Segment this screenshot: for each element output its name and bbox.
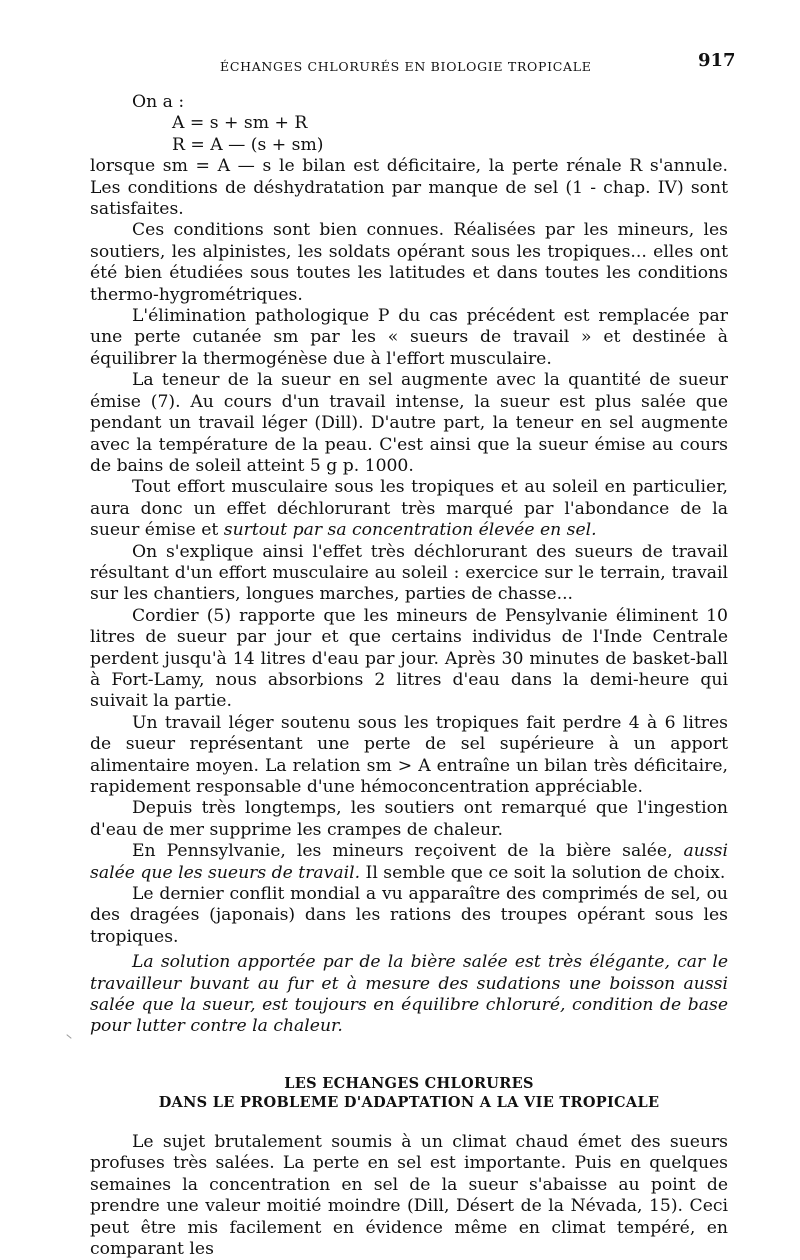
section-heading: [90, 1074, 728, 1112]
section-heading-line-2: DANS LE PROBLEME D'ADAPTATION A LA VIE TROPICALE: [158, 1093, 660, 1111]
paragraph: Depuis très longtemps, les soutiers ont remarqué que l'ingestion d'eau de mer supprime les crampes de chaleur.: [90, 798, 728, 840]
paragraph: lorsque sm = A — s le bilan est déficitaire, la perte rénale R s'annule. Les conditions de déshydratation par manque de sel (1 - chap. IV) sont satisfaites.: [90, 156, 728, 220]
paragraph: La teneur de la sueur en sel augmente avec la quantité de sueur émise (7). Au cours d'un travail intense, la sueur est plus salée que pendant un travail léger (Dill). D'autre part, la teneur en sel augmente avec la température de la peau. C'est ainsi que la sueur émise au cours de bains de soleil atteint 5 g p. 1000.: [90, 370, 728, 476]
italic-run: surtout par sa concentration élevée en sel.: [223, 520, 597, 541]
paragraph-pennsylvania: [90, 841, 728, 884]
paragraph: On s'explique ainsi l'effet très déchlorurant des sueurs de travail résultant d'un effort musculaire au soleil : exercice sur le terrain, travail sur les chantiers, longues marches, parties de chasse...: [90, 541, 728, 605]
paragraph-final: Le sujet brutalement soumis à un climat chaud émet des sueurs profuses très salées. La perte en sel est importante. Puis en quelques semaines la concentration en sel de la sueur s'abaisse au point de prendre une valeur moitié moindre (Dill, Désert de la Névada, 15). Ceci peut être mis facilement en évidence même en climat tempéré, en comparant les: [90, 1131, 728, 1259]
paragraph-effort: [90, 477, 728, 541]
body-text: [90, 92, 728, 1260]
running-title: ÉCHANGES CHLORURÉS EN BIOLOGIE TROPICALE: [220, 59, 592, 74]
text-run: Tout effort musculaire sous les tropiques et au soleil en particulier, aura donc un effet déchlorurant très marqué par l'abondance de la sueur émise et: [90, 477, 728, 541]
paragraph: Ces conditions sont bien connues. Réalisées par les mineurs, les soutiers, les alpinistes, les soldats opérant sous les tropiques... elles ont été bien étudiées sous toutes les latitudes et dans toutes les conditions thermo-hygrométriques.: [90, 220, 728, 305]
paragraph: Le dernier conflit mondial a vu apparaître des comprimés de sel, ou des dragées (japonais) dans les rations des troupes opérant sous les tropiques.: [90, 884, 728, 947]
paragraph: Un travail léger soutenu sous les tropiques fait perdre 4 à 6 litres de sueur représentant une perte de sel supérieure à un apport alimentaire moyen. La relation sm > A entraîne un bilan très déficitaire, rapidement responsable d'une hémoconcentration appréciable.: [90, 712, 728, 797]
section-heading-line-1: LES ECHANGES CHLORURES: [284, 1074, 534, 1092]
equation-line-2: R = A — (s + sm): [172, 134, 324, 155]
equation-intro: On a :: [132, 92, 185, 112]
italic-paragraph: La solution apportée par de la bière salée est très élégante, car le travailleur buvant au fur et à mesure des sudations une boisson aussi salée que la sueur, est toujours en équilibre chloruré, condition de base pour lutter contre la chaleur.: [90, 952, 728, 1037]
margin-mark: [66, 1034, 71, 1039]
paragraph: Cordier (5) rapporte que les mineurs de Pensylvanie éliminent 10 litres de sueur par jour et que certains individus de l'Inde Centrale perdent jusqu'à 14 litres d'eau par jour. Après 30 minutes de basket-ball à Fort-Lamy, nous absorbions 2 litres d'eau dans la demi-heure qui suivait la partie.: [90, 605, 728, 712]
italic-run: aussi salée que les sueurs de travail.: [90, 841, 728, 883]
text-run: En Pennsylvanie, les mineurs reçoivent de la bière salée,: [132, 841, 684, 862]
page-number: 917: [698, 50, 736, 71]
paragraph: L'élimination pathologique P du cas précédent est remplacée par une perte cutanée sm par les « sueurs de travail » et destinée à équilibrer la thermogénèse due à l'effort musculaire.: [90, 306, 728, 369]
text-run: Il semble que ce soit la solution de choix.: [360, 862, 726, 883]
equation-line-1: A = s + sm + R: [172, 113, 308, 134]
